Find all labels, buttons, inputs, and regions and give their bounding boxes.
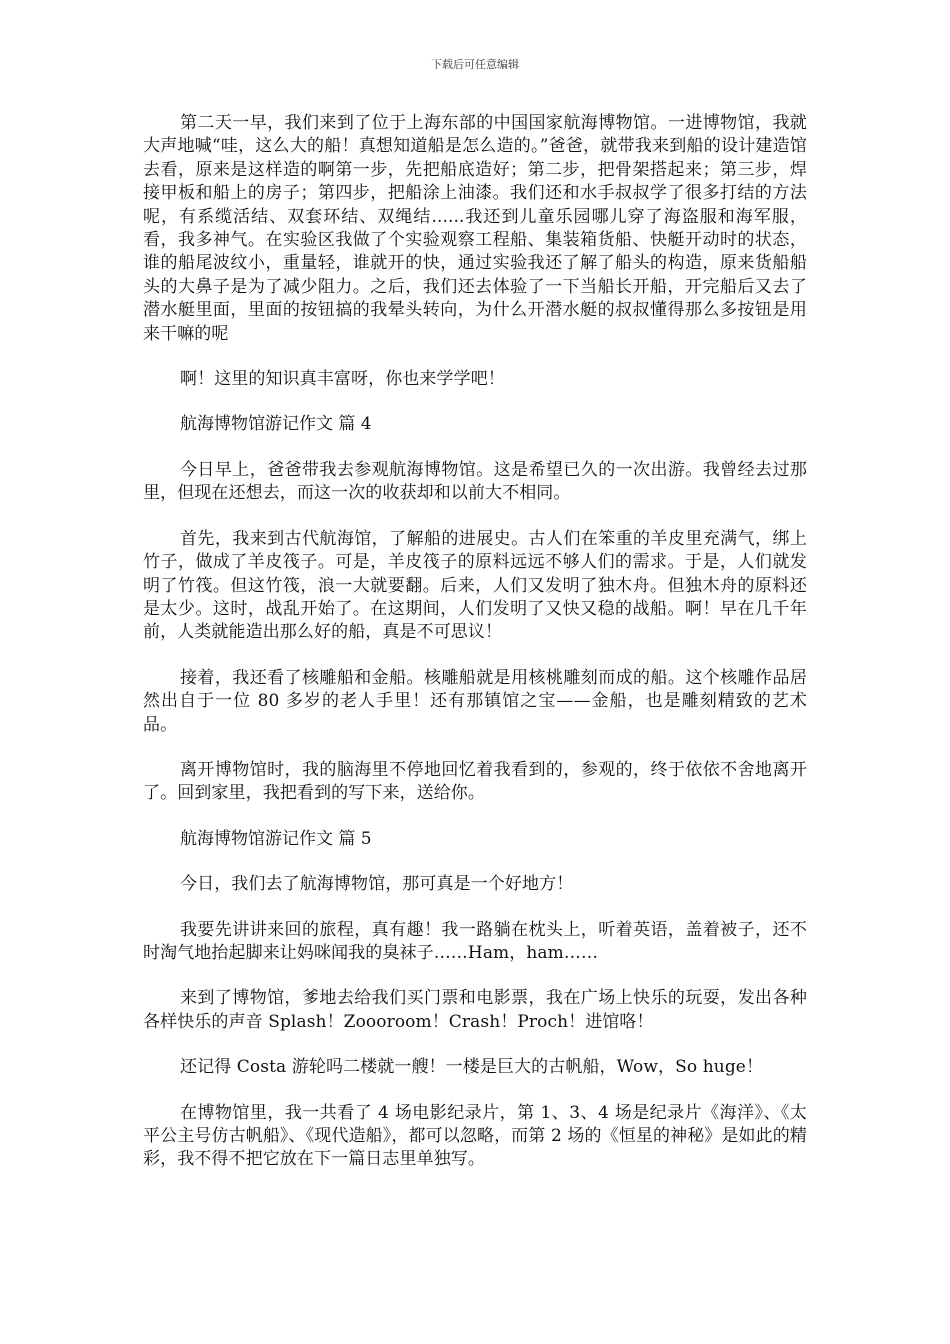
paragraph: 今日早上，爸爸带我去参观航海博物馆。这是希望已久的一次出游。我曾经去过那里，但现在还想去，而这一次的收获却和以前大不相同。	[143, 459, 807, 504]
paragraph: 来到了博物馆，爹地去给我们买门票和电影票，我在广场上快乐的玩耍，发出各种各样快乐的声音 Splash！Zoooroom！Crash！Proch！进馆咯！	[143, 988, 807, 1032]
page-header: 下载后可任意编辑	[431, 58, 519, 71]
paragraph: 啊！这里的知识真丰富呀，你也来学学吧！	[180, 369, 505, 390]
paragraph: 第二天一早，我们来到了位于上海东部的中国国家航海博物馆。一进博物馆，我就大声地喊“哇，这么大的船！真想知道船是怎么造的。”爸爸，就带我来到船的设计建造馆去看，原来是这样造的啊第一步，先把船底造好；第二步，把骨架搭起来；第三步，焊接甲板和船上的房子；第四步，把船涂上油漆。我们还和水手叔叔学了很多打结的方法呢，有系缆活结、双套环结、双绳结......我还到儿童乐园哪儿穿了海盗服和海军服，看，我多神气。在实验区我做了个实验观察工程船、集装箱货船、快艇开动时的状态，谁的船尾波纹小，重量轻，谁就开的快，通过实验我还了解了船头的构造，原来货船船头的大鼻子是为了减少阻力。之后，我们还去体验了一下当船长开船，开完船后又去了潜水艇里面，里面的按钮搞的我晕头转向，为什么开潜水艇的叔叔懂得那么多按钮是用来干嘛的呢	[143, 113, 807, 344]
section-heading: 航海博物馆游记作文 篇 4	[180, 414, 372, 435]
paragraph: 离开博物馆时，我的脑海里不停地回忆着我看到的，参观的，终于依依不舍地离开了。回到家里，我把看到的写下来，送给你。	[143, 759, 807, 804]
document-body	[143, 112, 807, 1194]
section-heading: 航海博物馆游记作文 篇 5	[180, 828, 372, 849]
paragraph: 我要先讲讲来回的旅程，真有趣！我一路躺在枕头上，听着英语，盖着被子，还不时淘气地抬起脚来让妈咪闻我的臭袜子……Ham，ham……	[143, 919, 807, 963]
paragraph: 还记得 Costa 游轮吗二楼就一艘！一楼是巨大的古帆船，Wow，So huge！	[180, 1057, 764, 1078]
paragraph: 首先，我来到古代航海馆，了解船的进展史。古人们在笨重的羊皮里充满气，绑上竹子，做成了羊皮筏子。可是，羊皮筏子的原料远远不够人们的需求。于是，人们就发明了竹筏。但这竹筏，浪一大就要翻。后来，人们又发明了独木舟。但独木舟的原料还是太少。这时，战乱开始了。在这期间，人们发明了又快又稳的战船。啊！早在几千年前，人类就能造出那么好的船，真是不可思议！	[143, 528, 807, 643]
paragraph: 接着，我还看了核雕船和金船。核雕船就是用核桃雕刻而成的船。这个核雕作品居然出自于一位 80 多岁的老人手里！还有那镇馆之宝——金船，也是雕刻精致的艺术品。	[143, 667, 807, 735]
paragraph: 在博物馆里，我一共看了 4 场电影纪录片，第 1、3、4 场是纪录片《海洋》、《太平公主号仿古帆船》、《现代造船》，都可以忽略，而第 2 场的《恒星的神秘》是如此的精彩，我不得不把它放在下一篇日志里单独写。	[143, 1102, 807, 1170]
paragraph: 今日，我们去了航海博物馆，那可真是一个好地方！	[180, 874, 574, 895]
